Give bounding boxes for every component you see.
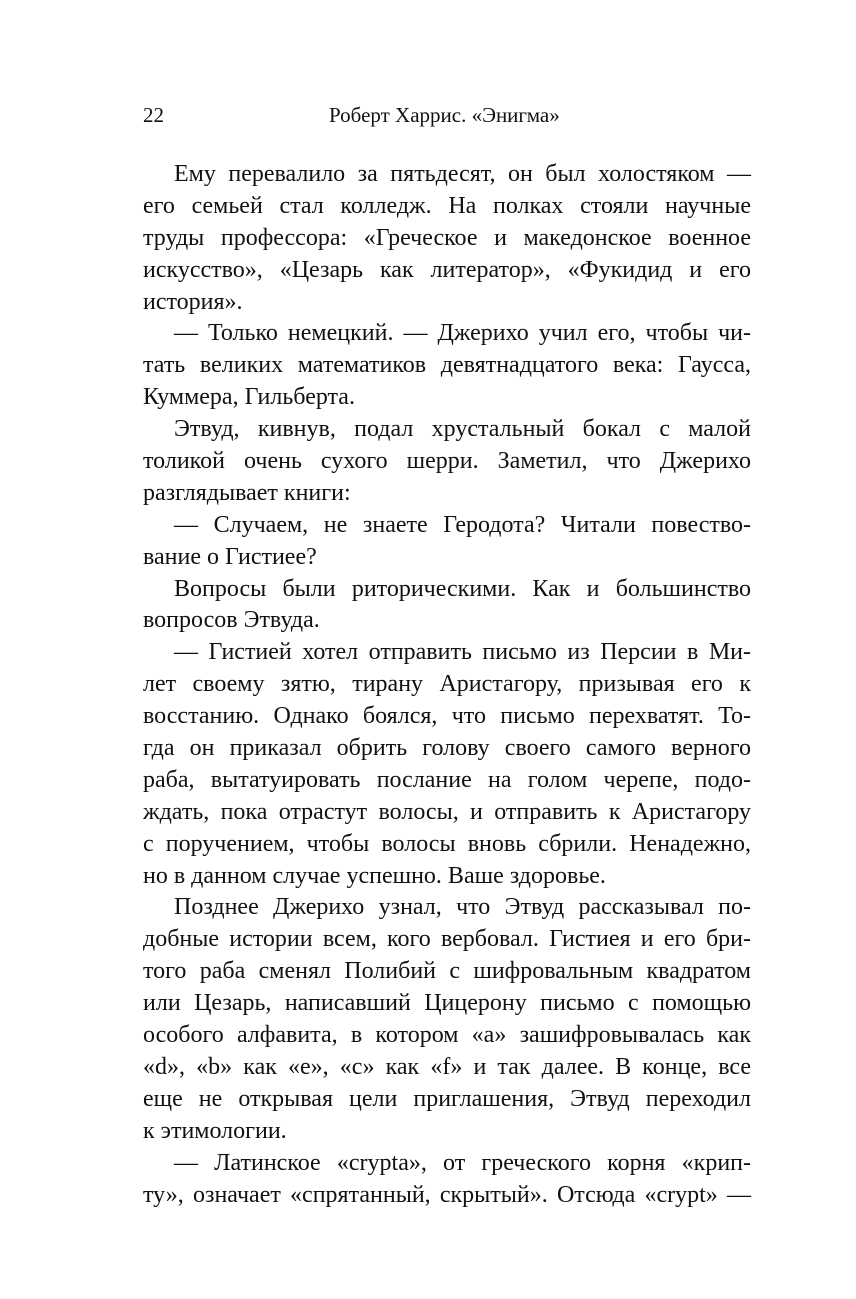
body-text: [143, 159, 751, 1211]
text-line: толикой очень сухого шерри. Заметил, что Джерихо: [143, 448, 751, 475]
text-line: ту», означает «спрятанный, скрытый». Отсюда «crypt» —: [143, 1181, 751, 1208]
text-line: — Латинское «crypta», от греческого корня «крип-: [174, 1149, 751, 1176]
text-line: — Только немецкий. — Джерихо учил его, чтобы чи-: [174, 320, 751, 347]
text-line: труды профессора: «Греческое и македонское военное: [143, 224, 751, 251]
page-number: 22: [143, 103, 164, 127]
text-line: Вопросы были риторическими. Как и большинство: [174, 575, 751, 602]
text-line: история».: [143, 288, 243, 315]
text-line: к этимологии.: [143, 1117, 287, 1144]
text-line: Ему перевалило за пятьдесят, он был холостяком —: [174, 161, 751, 187]
text-line: Позднее Джерихо узнал, что Этвуд рассказывал по-: [174, 894, 751, 921]
text-line: того раба сменял Полибий с шифровальным квадратом: [143, 958, 751, 985]
text-line: еще не открывая цели приглашения, Этвуд переходил: [143, 1085, 751, 1112]
text-line: — Случаем, не знаете Геродота? Читали повество-: [174, 511, 751, 538]
text-line: разглядывает книги:: [143, 479, 351, 506]
text-line: ждать, пока отрастут волосы, и отправить к Аристагору: [143, 798, 751, 825]
text-line: вопросов Этвуда.: [143, 607, 320, 634]
text-line: добные истории всем, кого вербовал. Гистиея и его бри-: [143, 926, 751, 953]
text-line: его семьей стал колледж. На полках стояли научные: [143, 192, 751, 219]
text-line: гда он приказал обрить голову своего самого верного: [143, 735, 751, 762]
text-line: с поручением, чтобы волосы вновь сбрили. Ненадежно,: [143, 830, 751, 857]
text-line: или Цезарь, написавший Цицерону письмо с помощью: [143, 990, 751, 1017]
text-line: но в данном случае успешно. Ваше здоровье.: [143, 862, 606, 889]
text-line: вание о Гистиее?: [143, 543, 317, 570]
text-line: тать великих математиков девятнадцатого века: Гаусса,: [143, 352, 751, 379]
text-line: особого алфавита, в котором «a» зашифровывалась как: [143, 1022, 751, 1049]
running-head: Роберт Харрис. «Энигма»: [329, 103, 560, 127]
text-line: — Гистией хотел отправить письмо из Персии в Ми-: [174, 639, 751, 666]
text-line: восстанию. Однако боялся, что письмо перехватят. То-: [143, 703, 751, 730]
text-line: «d», «b» как «e», «c» как «f» и так далее. В конце, все: [143, 1053, 751, 1080]
text-line: раба, вытатуировать послание на голом черепе, подо-: [143, 766, 751, 793]
text-line: искусство», «Цезарь как литератор», «Фукидид и его: [143, 256, 751, 283]
text-line: Куммера, Гильберта.: [143, 384, 355, 411]
text-line: лет своему зятю, тирану Аристагору, призывая его к: [143, 671, 751, 698]
text-line: Этвуд, кивнув, подал хрустальный бокал с малой: [174, 416, 751, 443]
